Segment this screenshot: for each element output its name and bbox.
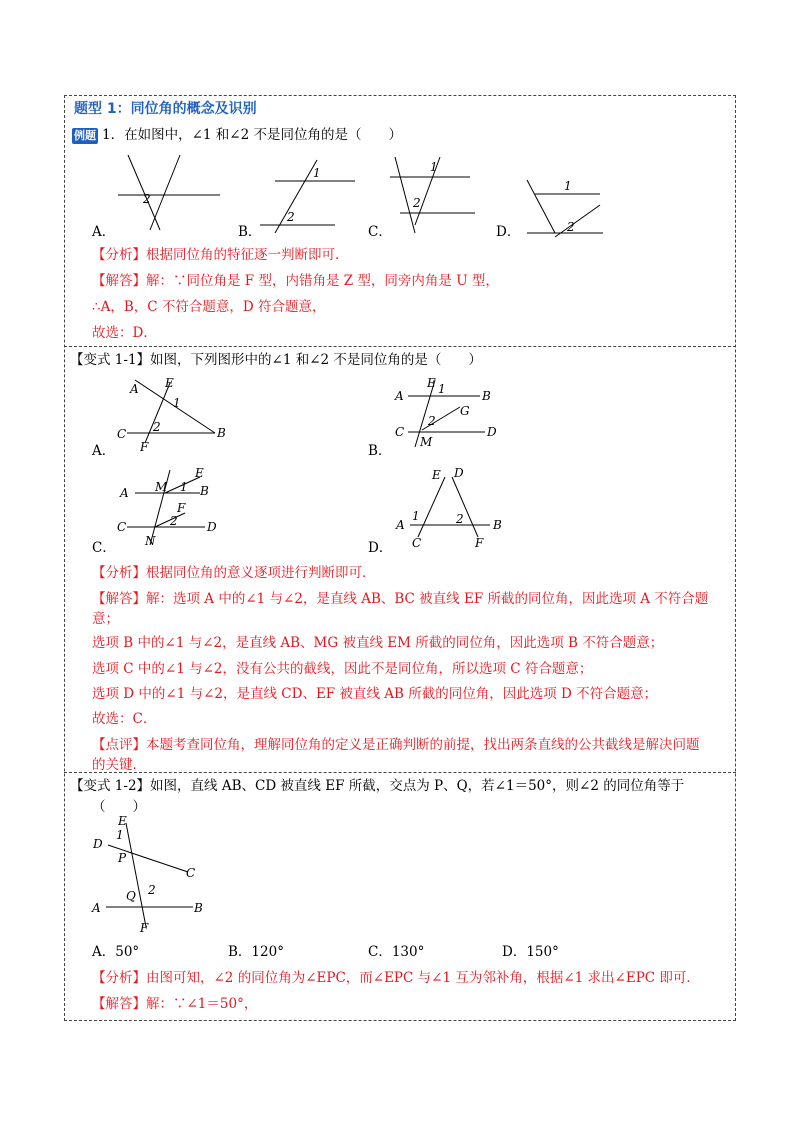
variant1-answer-line-4: 选项 D 中的∠1 与∠2，是直线 CD、EF 被直线 AB 所截的同位角，因此选项 D 不符合题意； (92, 686, 658, 702)
figure-label: A (396, 518, 405, 532)
figure-label: A (130, 382, 139, 396)
figure-label: A (120, 486, 129, 500)
variant1-option-d[interactable]: D． (368, 540, 393, 556)
figure-label: 2 (428, 414, 436, 428)
variant1-option-a[interactable]: A． (92, 443, 116, 459)
figure-label: 2 (456, 512, 464, 526)
variant2-figure (88, 815, 218, 940)
example-figure-a (110, 150, 220, 235)
variant2-option-c[interactable]: C．130° (368, 944, 425, 960)
variant1-answer-line-2: 选项 B 中的∠1 与∠2，是直线 AB、MG 被直线 EM 所截的同位角，因此选项 B 不符合题意； (92, 635, 664, 651)
figure-label: F (140, 440, 149, 454)
variant1-figure-a (115, 375, 235, 454)
figure-label: C (395, 425, 405, 439)
example-option-b[interactable]: B． (238, 224, 262, 240)
figure-label: 1 (438, 382, 446, 396)
example-figure-c (385, 155, 495, 235)
section-divider (64, 772, 736, 773)
angle-label-2: 2 (413, 196, 421, 210)
figure-label: B (493, 518, 502, 532)
variant2-option-b[interactable]: B．120° (228, 944, 284, 960)
variant1-figure-d (390, 465, 510, 550)
figure-label: C (412, 536, 422, 550)
angle-label-2: 2 (143, 192, 151, 206)
figure-label: D (207, 520, 217, 534)
figure-label: E (165, 376, 174, 390)
figure-label: C (117, 427, 127, 441)
example-figure-b (255, 155, 360, 235)
figure-label: B (482, 389, 491, 403)
figure-label: G (460, 404, 470, 418)
variant2-option-d[interactable]: D．150° (502, 944, 559, 960)
variant1-answer-line-3: 选项 C 中的∠1 与∠2，没有公共的截线，因此不是同位角，所以选项 C 符合题意； (92, 661, 593, 677)
section-title: 题型 1：同位角的概念及识别 (74, 101, 257, 117)
example-option-c[interactable]: C． (368, 224, 392, 240)
example-analysis: 【分析】根据同位角的特征逐一判断即可． (92, 247, 349, 263)
variant1-question: 【变式 1-1】如图，下列图形中的∠1 和∠2 不是同位角的是（ ） (70, 352, 482, 368)
variant1-answer-line-5: 故选：C． (92, 711, 157, 727)
figure-label: 1 (173, 396, 181, 410)
figure-label: B (194, 901, 203, 915)
angle-label-1: 1 (564, 179, 572, 193)
figure-label: A (92, 901, 101, 915)
figure-label: C (117, 520, 127, 534)
variant1-analysis: 【分析】根据同位角的意义逐项进行判断即可． (92, 565, 376, 581)
example-figure-d (515, 175, 610, 240)
angle-label-1: 1 (313, 166, 321, 180)
figure-label: E (195, 466, 204, 480)
figure-label: E (427, 376, 436, 390)
variant1-figure-c (115, 465, 235, 550)
figure-label: D (93, 837, 103, 851)
angle-label-2: 2 (287, 210, 295, 224)
example-answer-line-1: 【解答】解：∵同位角是 F 型，内错角是 Z 型，同旁内角是 U 型， (92, 273, 499, 289)
figure-label: 1 (116, 828, 124, 842)
figure-label: M (420, 435, 433, 449)
example-answer-line-2: ∴A，B，C 不符合题意，D 符合题意， (92, 299, 326, 315)
example-option-d[interactable]: D． (496, 224, 521, 240)
figure-label: F (475, 536, 484, 550)
figure-label: A (395, 389, 404, 403)
figure-label: B (200, 484, 209, 498)
figure-label: D (487, 425, 497, 439)
figure-label: F (140, 921, 149, 935)
figure-label: P (118, 851, 127, 865)
variant1-answer-line-1b: 意； (92, 611, 119, 627)
variant1-answer-line-1: 【解答】解：选项 A 中的∠1 与∠2，是直线 AB、BC 被直线 EF 所截的同位角，因此选项 A 不符合题 (92, 591, 709, 607)
figure-label: B (217, 426, 226, 440)
variant2-question-line-1: 【变式 1-2】如图，直线 AB、CD 被直线 EF 所截，交点为 P、Q，若∠1＝50°，则∠2 的同位角等于 (70, 778, 685, 794)
figure-label: 2 (153, 420, 161, 434)
angle-label-2: 2 (567, 220, 575, 234)
variant2-question-line-2: （ ） (92, 799, 146, 815)
example-question: 1．在如图中，∠1 和∠2 不是同位角的是（ ） (102, 127, 402, 143)
example-badge: 例题 (74, 129, 96, 142)
variant2-analysis: 【分析】由图可知，∠2 的同位角为∠EPC，而∠EPC 与∠1 互为邻补角，根据∠1 求出∠EPC 即可． (92, 970, 700, 986)
variant2-answer-line-1: 【解答】解：∵∠1＝50°， (92, 996, 258, 1012)
example-option-a[interactable]: A． (92, 224, 116, 240)
variant2-option-a[interactable]: A．50° (92, 944, 140, 960)
figure-label: E (432, 468, 441, 482)
figure-label: D (454, 466, 464, 480)
section-divider (64, 346, 736, 347)
figure-label: Q (126, 889, 136, 903)
variant1-comment-line-2: 的关键． (92, 757, 146, 773)
example-answer-line-3: 故选：D． (92, 325, 157, 341)
variant1-option-b[interactable]: B． (368, 443, 392, 459)
figure-label: F (177, 501, 186, 515)
figure-label: C (186, 866, 196, 880)
figure-label: 1 (180, 480, 188, 494)
variant1-figure-b (390, 375, 505, 450)
figure-label: E (118, 814, 127, 828)
variant1-comment-line-1: 【点评】本题考查同位角，理解同位角的定义是正确判断的前提，找出两条直线的公共截线是解决问题 (92, 737, 700, 753)
variant1-option-c[interactable]: C． (92, 540, 116, 556)
figure-label: N (145, 534, 156, 548)
figure-label: 2 (170, 514, 178, 528)
angle-label-1: 1 (430, 160, 438, 174)
figure-label: 1 (412, 509, 420, 523)
figure-label: 2 (148, 883, 156, 897)
figure-label: M (155, 480, 168, 494)
